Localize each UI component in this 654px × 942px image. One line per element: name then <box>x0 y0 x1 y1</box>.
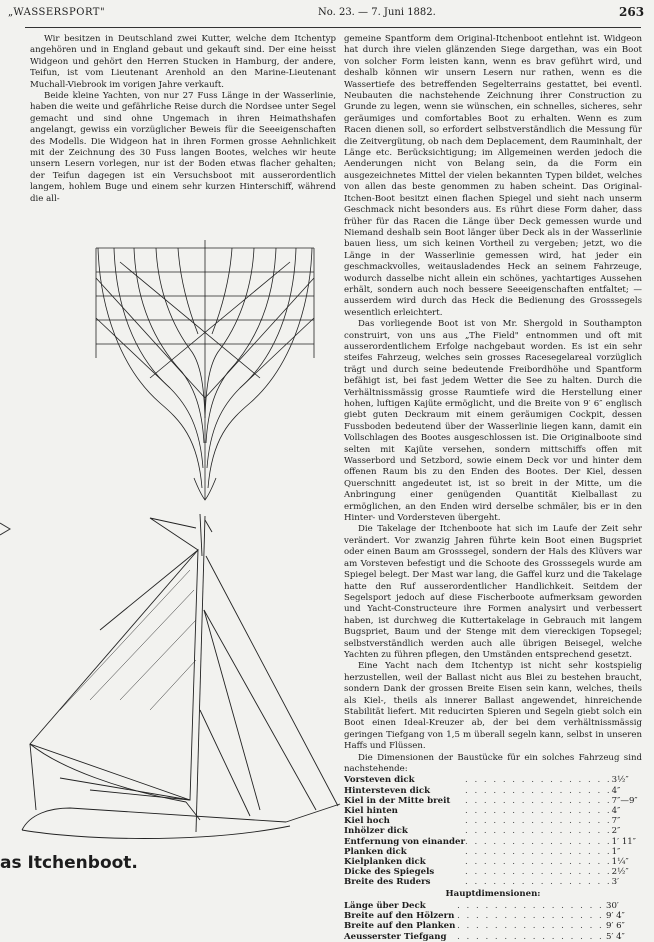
table-row <box>344 786 640 796</box>
leader-dots: . . . . . . . . . . . . . . . . <box>464 857 612 868</box>
dimension-label: Breite des Ruders <box>344 877 431 888</box>
dimension-value: 3′ <box>611 877 620 888</box>
dimension-label: Länge über Deck <box>344 901 426 912</box>
table-row <box>344 911 640 921</box>
table-row <box>344 921 640 931</box>
table-row <box>344 796 640 806</box>
page-header <box>0 7 654 23</box>
dimension-label: Planken dick <box>344 846 407 857</box>
dimension-label: Hintersteven dick <box>344 785 431 796</box>
table-row <box>344 901 640 911</box>
paragraph: gemeine Spantform dem Original-Itchenboot entlehnt ist. Widgeon hat durch ihre vielen glänzenden Siege dargethan, was ein Boot von solcher Form leisten kann, wenn es brav geführt wird, und deshalb können wir unsern Lesern nur rathen, wenn es die Wassertiefe des betreffenden Segelterrains gestattet, bei eventl. Neubauten die nachstehende Zeichnung ihrer Construction zu Grunde zu legen, wenn sie wünschen, ein schnelles, sicheres, sehr geräumiges und comfortables Boot zu erhalten. Wenn es zum Racen dienen soll, so erfordert selbstverständlich die Messung für die Zeitvergütung, ob nach dem Deplacement, dem Rauminhalt, der Länge etc. Berücksichtigung; im Allgemeinen werden jedoch die Aenderungen nicht von Belang sein, da die Form ein ausgezeichnetes Mittel der vielen bekannten Typen bildet, welches von allen das beste genommen zu haben scheint. Das Original-Itchen-Boot besitzt einen flachen Spiegel und sieht nach unserm Geschmack nicht besonders aus. Es rührt diese Form daher, dass früher für das Racen die Länge über Deck gemessen wurde und Niemand deshalb sein Boot länger über Deck als in der Wasserlinie bauen liess, um sich keinen Vortheil zu vergeben; jetzt, wo die Länge in der Wasserlinie gemessen wird, hat jeder ein geschmackvolles, weitausladendes Heck an seinem Fahrzeuge, wodurch dasselbe nicht allein ein schönes, yachtartiges Aussehen erhält, sondern auch noch bessere Seeeigenschaften entfaltet; — ausserdem wird durch das Heck die Bedienung des Grosssegels wesentlich erleichtert. <box>344 34 642 318</box>
paragraph: Die Dimensionen der Baustücke für ein solches Fahrzeug sind nachstehende: <box>344 752 642 774</box>
dimension-value: 2″ <box>611 826 621 837</box>
dimension-value: 9′ 6″ <box>606 921 625 932</box>
right-column <box>344 34 642 942</box>
table-row <box>344 857 640 867</box>
cut-mark <box>0 521 12 537</box>
table-row <box>344 806 640 816</box>
dimension-label: Inhölzer dick <box>344 826 408 837</box>
leader-dots: . . . . . . . . . . . . . . . . <box>464 867 612 878</box>
table-row <box>344 932 640 942</box>
leader-dots: . . . . . . . . . . . . . . . . <box>457 901 604 912</box>
dimension-value: 2½″ <box>611 867 629 878</box>
dimension-value: 1″ <box>611 846 621 857</box>
figure-caption: as Itchenboot. <box>0 853 138 873</box>
dimension-value: 3½″ <box>611 775 629 786</box>
table-row <box>344 847 640 857</box>
sail-plan-drawing <box>0 510 342 850</box>
main-dims-table <box>344 901 640 942</box>
page-number: 263 <box>619 5 645 19</box>
header-rule <box>25 27 641 28</box>
dimension-value: 9′ 4″ <box>606 911 625 922</box>
paragraph: Wir besitzen in Deutschland zwei Kutter, welche dem Itchentyp angehören und in England gebaut und gekauft sind. Der eine heisst Widgeon und gehört den Herren Stucken in Hamburg, der andere, Teifun, ist vom Lieutenant Arenhold an den Marine-Lieutenant Muchall-Viebrook im vorigen Jahre verkauft. <box>30 34 336 90</box>
left-column <box>30 34 336 205</box>
paragraph: Eine Yacht nach dem Itchentyp ist nicht sehr kostspielig herzustellen, weil der Ballast nicht aus Blei zu bestehen braucht, sondern Dank der grossen Breite Eisen sein kann, welches, theils als Kiel-, theils als innerer Ballast angewendet, hinreichende Stabilität liefert. Mit reducirten Spieren und Segeln giebt solch ein Boot einen Ideal-Kreuzer ab, der bei dem verhältnissmässig geringen Tiefgang von 1,5 m überall segeln kann, selbst in unseren Haffs und Flüssen. <box>344 661 642 752</box>
dimension-label: Entfernung von einander <box>344 836 465 847</box>
dimension-value: 5′ 4″ <box>606 931 625 942</box>
issue-info: No. 23. — 7. Juni 1882. <box>318 7 436 18</box>
dimension-label: Breite auf den Planken <box>344 921 456 932</box>
dimension-value: 7″ <box>611 816 621 827</box>
leader-dots: . . . . . . . . . . . . . . . . <box>464 785 612 796</box>
table-row <box>344 837 640 847</box>
magazine-title: „WASSERSPORT" <box>8 7 106 18</box>
leader-dots: . . . . . . . . . . . . . . . . <box>464 806 612 817</box>
paragraph: Die Takelage der Itchenboote hat sich im Laufe der Zeit sehr verändert. Vor zwanzig Jahren führte kein Boot einen Bugspriet oder einen Baum am Grosssegel, sondern der Hals des Klüvers war am Vorsteven befestigt und die Schoote des Grosssegels wurde am Spiegel belegt. Der Mast war lang, die Gaffel kurz und die Takelage hatte den Ruf ausserordentlicher Handlichkeit. Seitdem der Segelsport jedoch auf diese Fischerboote aufmerksam geworden und Yacht-Constructeure ihre Formen analysirt und verbessert haben, ist durchweg die Kuttertakelage in Gebrauch mit langem Bugspriet, Baum und der Stenge mit dem viereckigen Topsegel; selbstverständlich werden auch alle übrigen Beisegel, welche Yachten zu führen pflegen, den Umständen entsprechend gesetzt. <box>344 524 642 660</box>
dimension-label: Kiel hoch <box>344 816 390 827</box>
table-row <box>344 826 640 836</box>
leader-dots: . . . . . . . . . . . . . . . . <box>464 846 612 857</box>
table-row <box>344 816 640 826</box>
dimension-value: 30′ <box>606 901 619 912</box>
table-row <box>344 867 640 877</box>
dimension-label: Aeusserster Tiefgang <box>344 931 447 942</box>
dimension-value: 1′ 11″ <box>611 836 636 847</box>
dimension-label: Kiel in der Mitte breit <box>344 795 451 806</box>
main-dims-heading: Hauptdimensionen: <box>445 888 541 899</box>
dimension-value: 7″—9″ <box>611 795 638 806</box>
paragraph: Beide kleine Yachten, von nur 27 Fuss Länge in der Wasserlinie, haben die weite und gefährliche Reise durch die Nordsee unter Segel gemacht und sind ohne Ungemach in ihren Heimathshafen angelangt, gewiss ein vorzüglicher Beweis für die Seeeigenschaften des Modells. Die Widgeon hat in ihren Formen grosse Aehnlichkeit mit der Zeichnung des 30 Fuss langen Bootes, welches wir heute unsern Lesern vorlegen, nur ist der Boden etwas flacher gehalten; der Teifun dagegen ist ein Versuchsboot mit ausserordentlich langem, hohlem Buge und einem sehr kurzen Hinterschiff, während die all- <box>30 91 336 204</box>
dimension-label: Dicke des Spiegels <box>344 867 435 878</box>
leader-dots: . . . . . . . . . . . . . . . . <box>464 826 612 837</box>
dimension-label: Vorsteven dick <box>344 775 415 786</box>
dimension-label: Kiel hinten <box>344 806 398 817</box>
leader-dots: . . . . . . . . . . . . . . . . <box>464 775 612 786</box>
dimension-label: Kielplanken dick <box>344 857 426 868</box>
table-row <box>344 877 640 887</box>
leader-dots: . . . . . . . . . . . . . . . . <box>457 911 604 922</box>
leader-dots: . . . . . . . . . . . . . . . . <box>457 931 604 942</box>
leader-dots: . . . . . . . . . . . . . . . . <box>457 921 604 932</box>
dimension-value: 4″ <box>611 806 621 817</box>
table-row <box>344 775 640 785</box>
dimension-value: 4″ <box>611 785 621 796</box>
leader-dots: . . . . . . . . . . . . . . . . <box>464 795 612 806</box>
dimension-value: 1¼″ <box>611 857 629 868</box>
leader-dots: . . . . . . . . . . . . . . . . <box>464 816 612 827</box>
leader-dots: . . . . . . . . . . . . . . . . <box>464 836 612 847</box>
dimension-label: Breite auf den Hölzern <box>344 911 455 922</box>
scantlings-table <box>344 775 640 887</box>
body-plan-drawing <box>90 238 320 502</box>
leader-dots: . . . . . . . . . . . . . . . . <box>464 877 612 888</box>
paragraph: Das vorliegende Boot ist von Mr. Shergold in Southampton construirt, von uns aus „The Field" entnommen und oft mit ausserordentlichem Erfolge nachgebaut worden. Es ist ein sehr steifes Fahrzeug, welches sein grosses Racesegelareal vorzüglich trägt und durch seine bedeutende Freibordhöhe und Spantform befähigt ist, bei fast jedem Wetter die See zu halten. Durch die Verhältnissmässig grosse Raumtiefe wird die Herstellung einer hohen, luftigen Kajüte ermöglicht, und die Breite von 9′ 6″ englisch giebt guten Deckraum mit einem geräumigen Cockpit, dessen Fussboden bedeutend über der Wasserlinie liegen kann, damit ein Vollschlagen des Bootes ausgeschlossen ist. Die Originalboote sind selten mit Kajüte versehen, sondern mittschiffs offen mit Wasserbord und Setzbord, sowie einem Deck vor und hinter dem offenen Raum bis zu den Enden des Bootes. Der Kiel, dessen Querschnitt angedeutet ist, ist so breit in der Mitte, um die Anbringung einer genügenden Quantität Kielballast zu ermöglichen, an den Enden wird derselbe schmäler, bis er in den Hinter- und Vordersteven übergeht. <box>344 319 642 524</box>
